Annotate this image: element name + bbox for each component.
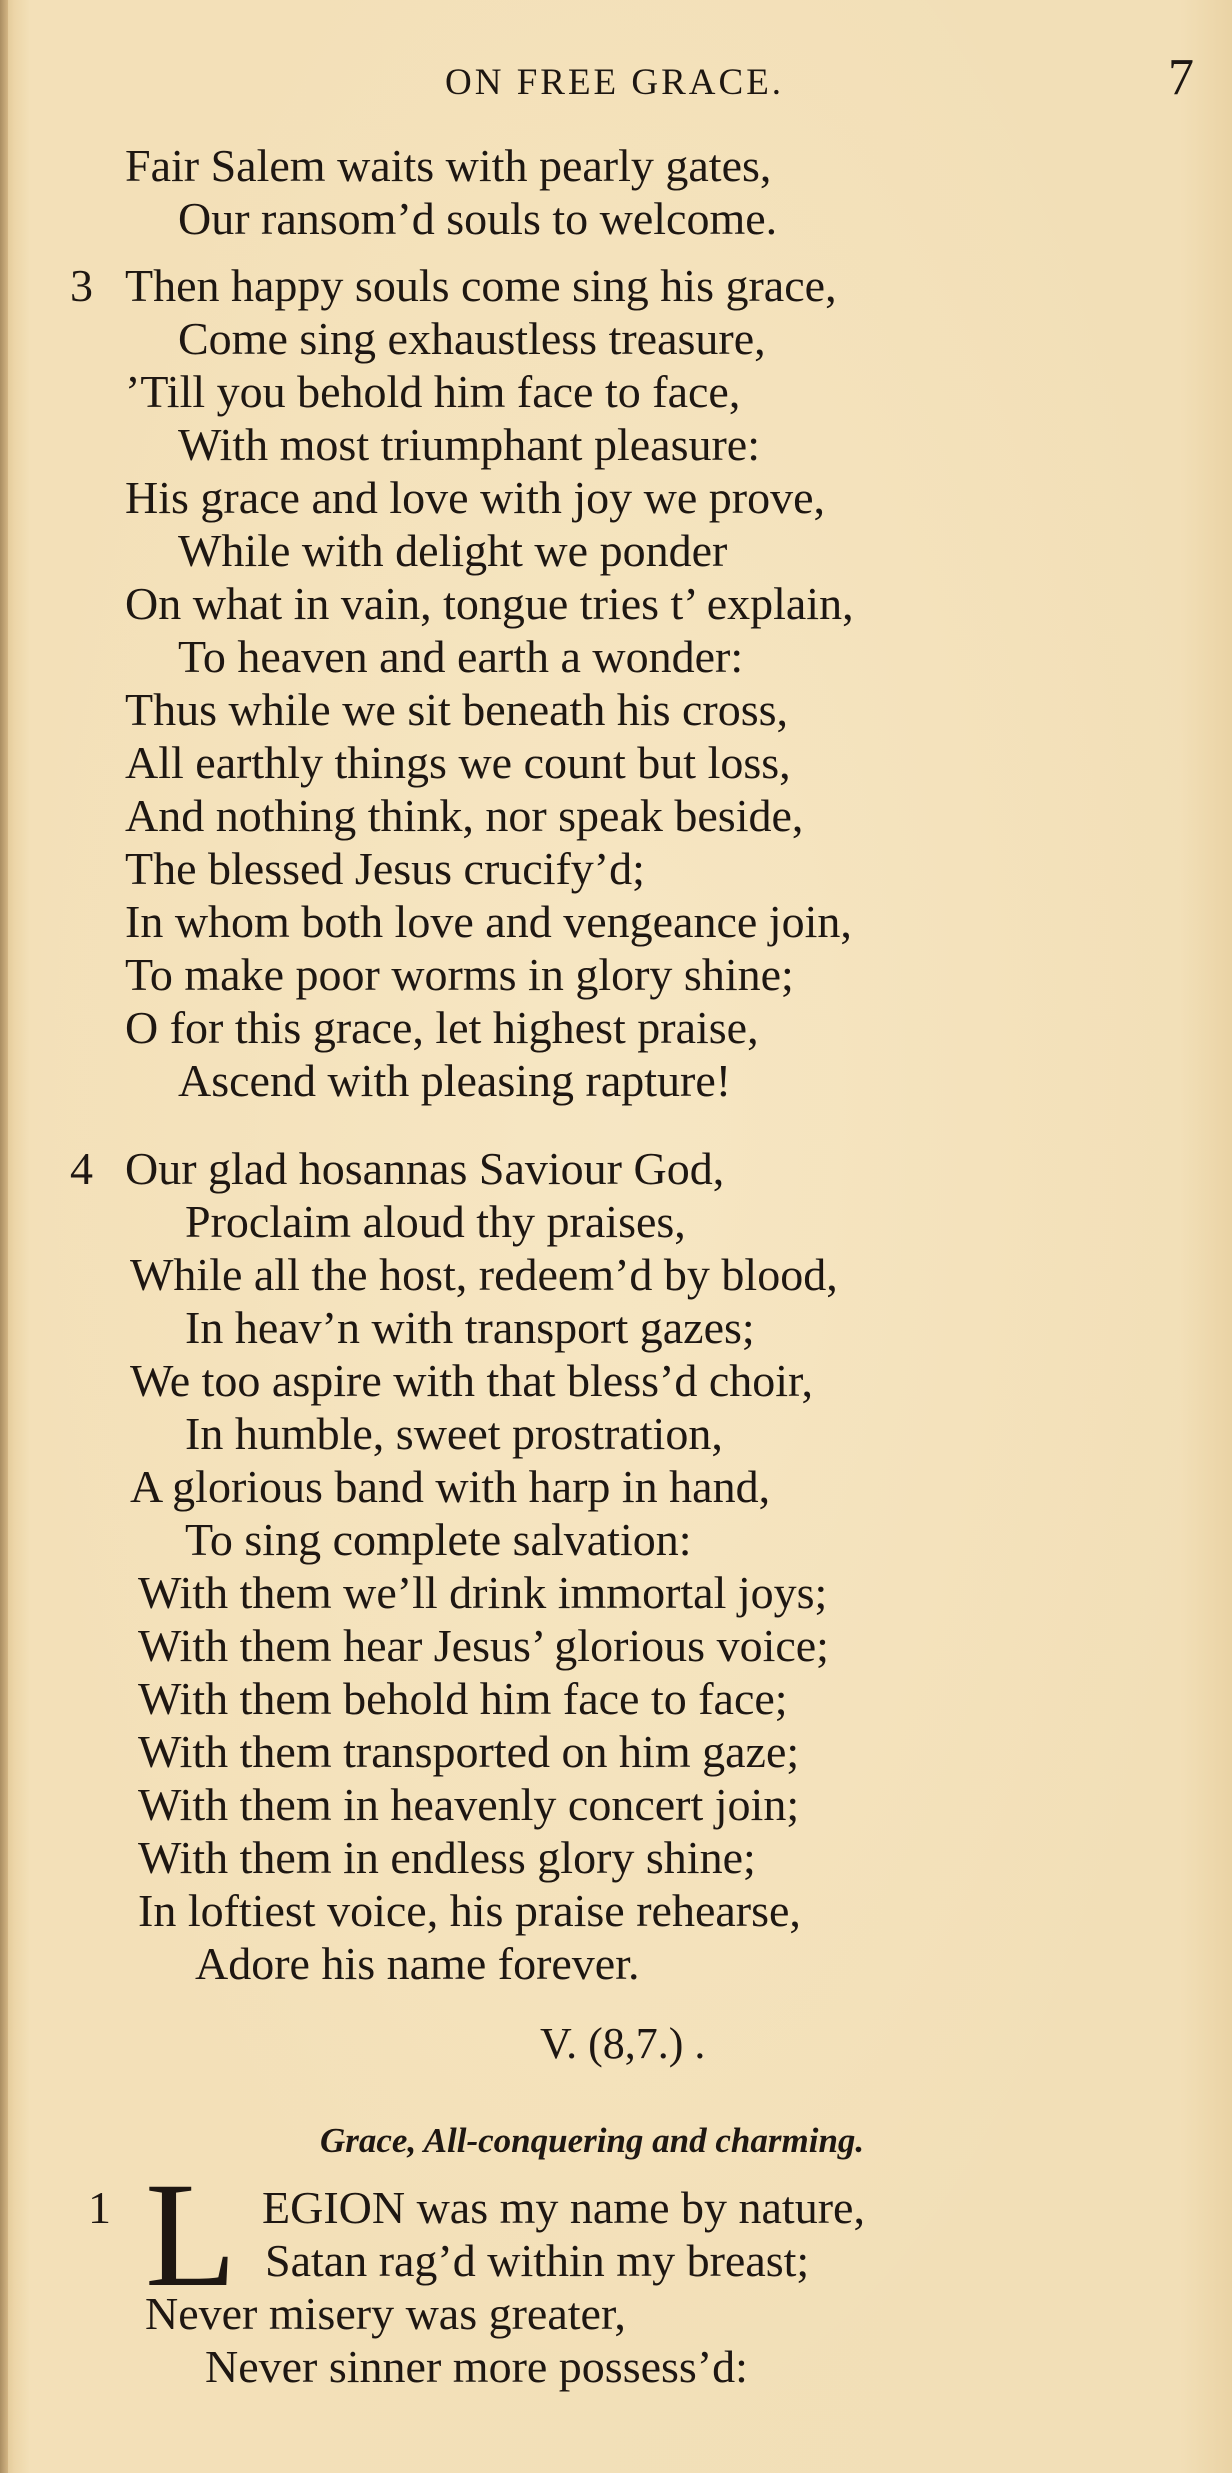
verse-number: 1: [88, 2182, 111, 2233]
verse-line: A glorious band with harp in hand,: [130, 1461, 771, 1512]
verse-line: O for this grace, let highest praise,: [125, 1002, 759, 1053]
verse-line: With them behold him face to face;: [138, 1673, 788, 1724]
verse-line: With them in heavenly concert join;: [138, 1779, 800, 1830]
verse-line: EGION was my name by nature,: [262, 2182, 865, 2233]
verse-line: Never sinner more possess’d:: [205, 2341, 748, 2392]
verse-line: Fair Salem waits with pearly gates,: [125, 140, 772, 191]
verse-line: Adore his name forever.: [195, 1938, 640, 1989]
verse-line: Our ransom’d souls to welcome.: [178, 193, 778, 244]
verse-line: We too aspire with that bless’d choir,: [130, 1355, 814, 1406]
verse-line: Then happy souls come sing his grace,: [125, 260, 837, 311]
verse-line: On what in vain, tongue tries t’ explain,: [125, 578, 854, 629]
verse-line: Our glad hosannas Saviour God,: [125, 1143, 725, 1194]
hymn-subtitle: Grace, All-conquering and charming.: [320, 2121, 865, 2160]
page-header: [0, 49, 1232, 108]
verse-line: While with delight we ponder: [178, 525, 728, 576]
verse-line: To heaven and earth a wonder:: [178, 631, 744, 682]
page-gutter: [0, 0, 8, 2473]
verse-line: Come sing exhaustless treasure,: [178, 313, 766, 364]
verse-line: ’Till you behold him face to face,: [125, 366, 741, 417]
verse-line: In humble, sweet prostration,: [185, 1408, 723, 1459]
verse-line: With them hear Jesus’ glorious voice;: [138, 1620, 829, 1671]
verse-line: With most triumphant pleasure:: [178, 419, 760, 470]
page-number: 7: [1168, 49, 1194, 106]
verse-line: To make poor worms in glory shine;: [125, 949, 794, 1000]
verse-line: In whom both love and vengeance join,: [125, 896, 852, 947]
verse-line: His grace and love with joy we prove,: [125, 472, 826, 523]
verse-line: And nothing think, nor speak beside,: [125, 790, 804, 841]
verse-line: With them in endless glory shine;: [138, 1832, 756, 1883]
running-head: ON FREE GRACE.: [445, 62, 785, 103]
verse-number: 4: [70, 1143, 93, 1194]
verse-line: To sing complete salvation:: [185, 1514, 692, 1565]
verse-line: Ascend with pleasing rapture!: [178, 1055, 732, 1106]
verse-line: Thus while we sit beneath his cross,: [125, 684, 789, 735]
verse-line: Proclaim aloud thy praises,: [185, 1196, 686, 1247]
verse-line: In heav’n with transport gazes;: [185, 1302, 755, 1353]
verse-number: 3: [70, 260, 93, 311]
verse-line: Satan rag’d within my breast;: [265, 2235, 810, 2286]
verse-line: While all the host, redeem’d by blood,: [130, 1249, 838, 1300]
verse-line: In loftiest voice, his praise rehearse,: [138, 1885, 801, 1936]
drop-cap: L: [145, 2152, 237, 2318]
verse-line: Never misery was greater,: [145, 2288, 626, 2339]
verse-line: All earthly things we count but loss,: [125, 737, 791, 788]
verse-line: With them we’ll drink immortal joys;: [138, 1567, 828, 1618]
verse-line: With them transported on him gaze;: [138, 1726, 800, 1777]
hymn-title: V. (8,7.) .: [540, 2019, 706, 2068]
verse-line: The blessed Jesus crucify’d;: [125, 843, 645, 894]
